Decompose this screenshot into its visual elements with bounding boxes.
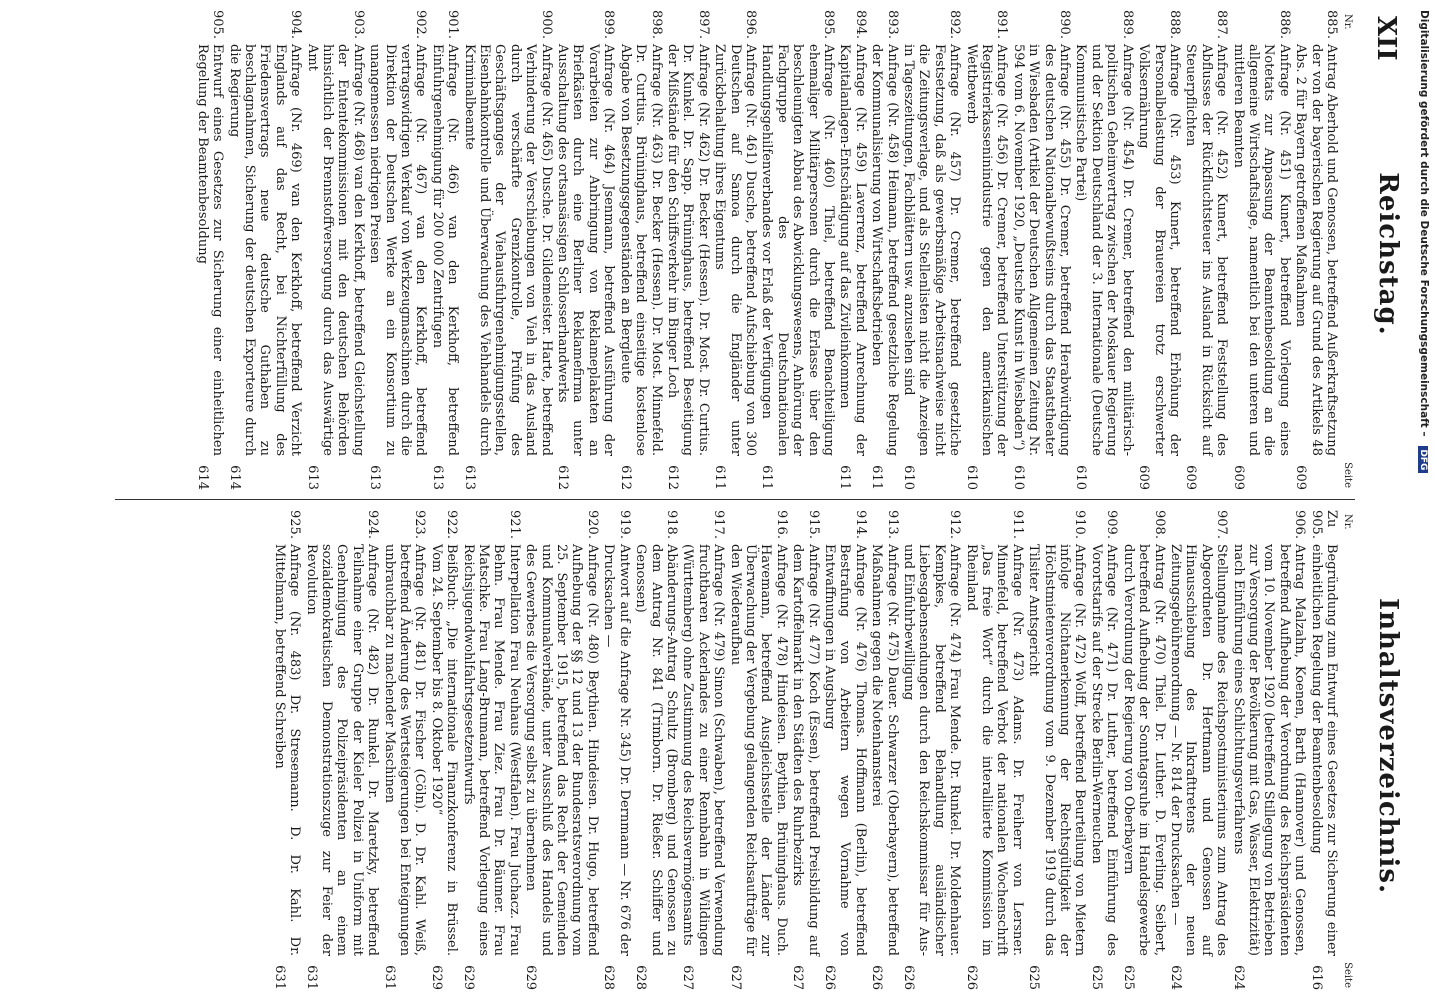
entry-number: 912. — [947, 510, 963, 539]
entry-title: Anfrage (Nr. 455) Dr. Cremer, betreffend Herabwürdigung des deutschen Nationalbewußtseins durch das Staatstheater in Wiesbaden (Artikel der Deutschen Allgemeinen Zeitung Nr. 594 vom 6. November 1920, „Deutsche Kunst in Wiesbaden“) — [1010, 44, 1073, 456]
entry-title: Anfrage (Nr. 460) Thiel, betreffend Benachteiligung ehemaliger Militärpersonen durch die Erlasse über den beschleunigten Abbau des Abwicklungswesens, Anhörung der Fachgruppe des Deutschnationalen Handlungsgehilfenverbandes vor Erlaß der Verfügungen — [759, 44, 836, 456]
entry-page: 610 — [1073, 465, 1089, 490]
seite-label: Seite — [1342, 962, 1353, 988]
entry-page: 613 — [304, 465, 320, 490]
entry-title: Anfrage (Nr. 456) Dr. Cremer, betreffend Unterstützung der Registrierkasseninindustrie gegen den amerikanischen Wettbewerb — [963, 44, 1010, 456]
entry-title: Anfrage (Nr. 477) Koch (Essen), betreffend Preisbildung auf dem Kartoffelmarkt in den Städten des Ruhrbezirks — [790, 544, 821, 956]
entry-page: 625 — [1088, 965, 1104, 990]
entry-title: Anfrage (Nr. 466) van den Kerkhoff, betreffend Einfuhrgenehmigung für 200 000 Zentrifugen — [429, 44, 461, 456]
entry-page: 628 — [633, 965, 649, 990]
entry-page: 614 — [194, 465, 210, 490]
index-entry — [790, 510, 821, 990]
entry-number: 911. — [1009, 510, 1025, 539]
index-entry — [1089, 510, 1120, 990]
entry-number: 919. — [616, 510, 632, 539]
left-column-header — [1339, 10, 1355, 490]
entry-title: Anfrage (Nr. 480) Beythien. Hindeisen. Dr. Hugo, betreffend Aufhebung der §§ 12 und 13 der Bundesratsverordnung vom 25. September 1915, betreffend das Recht der Gemeinden und Kommunalverbände, unter Ausschluß des Handels und des Gewerbes die Versorgung selbst zu übernehmen — [523, 544, 600, 956]
entry-page: 612 — [664, 465, 680, 490]
entry-number: 908. — [1151, 510, 1167, 539]
entry-number: 922. — [444, 510, 460, 539]
entry-title: Anfrage (Nr. 473) Adams. Dr. Freiherr von Lersner. Minnefeld, betreffend Verbot der nationalen Wochenschrift „Das freie Wort“ durch die interalliierte Kommission im Rheinland — [963, 544, 1025, 956]
entry-page: 627 — [680, 965, 696, 990]
entry-number: 896. — [742, 10, 758, 39]
entry-title: Anfrage (Nr. 464) Jsenmann, betreffend Ausführung der Vorarbeiten zur Anbringung von Reklameplakaten an Briefkästen durch eine Berliner Reklamefirma unter Ausschaltung des ortsansässigen Schlosserhandwerks — [555, 44, 617, 456]
entry-number: 901. — [445, 10, 461, 39]
entry-page: 612 — [555, 465, 571, 490]
entry-number: Zu 905. — [1308, 510, 1339, 539]
entry-title: Anfrage (Nr. 463) Dr. Becker (Hessen). Dr. Most. Minnefeld. Dr. Curtius. Brüninghaus, betreffend einseitige kostenlose Abgabe von Besetzungsgegenständen an Bergleute — [617, 44, 664, 456]
index-entry — [367, 10, 429, 490]
entry-number: 913. — [884, 510, 900, 539]
entry-number: 887. — [1214, 10, 1230, 39]
index-entry — [680, 510, 726, 990]
entry-page: 626 — [901, 965, 917, 990]
dfg-logo: DFG — [1418, 446, 1428, 473]
entry-number: 904. — [288, 10, 304, 39]
entry-page: 626 — [869, 965, 885, 990]
entry-title: Anfrage (Nr. 462) Dr. Becker (Hessen). Dr. Most. Dr. Curtius. Dr. Kunkel. Dr. Sapp. Brüninghaus, betreffend Beseitigung der Mißstände für den Schiffsverkehr im Binger Loch — [664, 44, 711, 456]
entry-title: Anfrage (Nr. 479) Simon (Schwaben), betreffend Verwendung fruchtbaren Ackerlandes zu einer Rennbahn in Wildingen (Württemberg) ohne Zustimmung des Reichsvermögensamts — [680, 544, 727, 956]
entry-page: 624 — [1230, 965, 1246, 990]
entry-page: 612 — [617, 465, 633, 490]
entry-page: 613 — [429, 465, 445, 490]
entry-title: Anfrage (Nr. 461) Dusche, betreffend Aufschiebung von 300 Deutschen auf Samoa durch die Engländer unter Zurückbehaltung ihres Eigentums — [712, 44, 758, 456]
entry-page: 624 — [1167, 965, 1183, 990]
index-entry — [822, 510, 868, 990]
index-entry — [1120, 510, 1166, 990]
entry-title: Beißbuch: „Die internationale Finanzkonferenz in Brüssel. Vom 24. September bis 8. Oktober 1920“ — [428, 544, 460, 956]
right-column — [115, 510, 1355, 990]
entry-number: 889. — [1119, 10, 1135, 39]
entry-title: Abänderungs-Antrag Schultz (Bromberg) und Genossen zu dem Antrag Nr. 841 (Trimborn. Dr. Rießer. Schiffer und Genossen) — [633, 544, 679, 956]
entry-title: Anfrage (Nr. 457) Dr. Cremer, betreffend gesetzliche Festsetzung, daß als gewerbsmäßige Arbeitsnachweise nicht die Zeitungsverlage, und als Stellenlisten nicht die Anzeigen in Tageszeitungen, Fachblättern usw. anzusehen sind — [901, 44, 963, 456]
entry-page: 631 — [271, 965, 287, 990]
entry-number: 918. — [663, 510, 679, 539]
entry-number: 898. — [648, 10, 664, 39]
entry-title: Anfrage (Nr. 476) Thomas. Hoffmann (Berlin), betreffend Bestrafung von Arbeitern wegen Vornahme von Entwaffnungen in Augsburg — [822, 544, 868, 956]
index-entry — [617, 10, 663, 490]
entry-title: Interpellation Frau Neuhaus (Westfalen). Frau Juchacz. Frau Behm. Frau Mende. Frau Ziez. Frau Dr. Bäumer. Frau Matschke. Frau Lang-Brumann, betreffend Vorlegung eines Reichsjugendwohlfahrtsgesetzentwurfs — [460, 544, 522, 956]
entry-number: 897. — [695, 10, 711, 39]
entry-page: 628 — [601, 965, 617, 990]
entry-number: 895. — [821, 10, 836, 39]
entry-number: 894. — [852, 10, 868, 39]
index-entry — [727, 510, 789, 990]
entry-number: 902. — [413, 10, 429, 39]
index-entry — [194, 10, 225, 490]
entry-page: 625 — [1026, 965, 1042, 990]
index-entry — [1183, 10, 1229, 490]
index-entry — [303, 510, 380, 990]
index-entry — [963, 10, 1009, 490]
entry-number: 916. — [773, 510, 789, 539]
entry-number: 914. — [852, 510, 868, 539]
right-running-title: Inhaltsverzeichnis. — [1373, 597, 1403, 895]
entry-title: Anfrage (Nr. 453) Kunert, betreffend Erhöhung der Personalbelastung der Brauereien trotz erschwerter Volksernährung — [1136, 44, 1182, 456]
entry-page: 610 — [963, 465, 979, 490]
entry-page: 627 — [727, 965, 743, 990]
entry-title: Anfrage (Nr. 471) Dr. Luther, betreffend Einführung des Vorortstarifs auf der Strecke Berlin-Werneuchen — [1088, 544, 1120, 956]
entry-title: Antrag Aberhold und Genossen, betreffend Außerkraftsetzung der von der bayerischen Regierung auf Grund des Artikels 48 Abs. 2 für Bayern getroffenen Maßnahmen — [1293, 44, 1339, 456]
entry-title: Antwort auf die Anfrage Nr. 345) Dr. Dernmann — Nr. 676 der Drucksachen — — [601, 544, 632, 956]
entry-title: Anfrage (Nr. 474) Frau Mende. Dr. Runkel. Dr. Moldenhauer. Kempkes, betreffend Behandlung ausländischer Liebesgabensendungen durch den Reichskommissar für Aus- und Einfuhrbewilligung — [901, 544, 963, 956]
entry-title: Anfrage (Nr. 481) Dr. Fischer (Cöln). D. Dr. Kahl. Weiß, betreffend Änderung des Wertsteigerungen bei Enteignungen unbrauchbar zu machender Maschinen — [381, 544, 428, 956]
right-column-header — [1339, 510, 1355, 990]
index-entry — [304, 10, 366, 490]
index-entry — [963, 510, 1025, 990]
index-entry — [429, 10, 460, 490]
entry-page: 614 — [226, 465, 242, 490]
credit-text: Digitalisierung gefördert durch die Deutsche Forschungsgemeinschaft – — [1418, 10, 1430, 437]
entry-number: 899. — [601, 10, 617, 39]
entry-page: 629 — [460, 965, 476, 990]
entry-title: Stellungnahme des Reichspostministeriums zum Antrag des Abgeordneten Dr. Hertmann und Genossen auf Hinausschiebung des Inkrafttretens der neuen Zeitungsgebührenordnung — Nr. 814 der Drucksachen — — [1167, 544, 1230, 956]
entry-title: Anfrage (Nr. 469) van den Kerkhoff, betreffend Verzicht Englands auf das Recht, bei Nichterfüllung des Friedensvertrags neue deutsche Guthaben zu beschlagnahmen, Sicherung der deutschen Exporteure durch die Regierung — [226, 44, 304, 456]
entry-page: 609 — [1136, 465, 1152, 490]
entry-page: 631 — [303, 965, 319, 990]
nr-label: Nr. — [1342, 514, 1353, 530]
entry-number: 921. — [506, 510, 522, 539]
entry-title: Begründung zum Entwurf eines Gesetzes zur Sicherung einer einheitlichen Regelung der Beamtenbesoldung — [1308, 544, 1339, 956]
entry-title: Entwurf eines Gesetzes zur Sicherung einer einheitlichen Regelung der Beamtenbesoldung — [194, 44, 226, 456]
entry-number: 890. — [1057, 10, 1073, 39]
entry-title: Antrag Malzahn, Koenen, Barth (Hannover) und Genossen, betreffend Aufhebung der Verordnung des Reichspräsidenten vom 10. November 1920 (betreffend Stillegung von Betrieben zur Versorgung der Bevölkerung mit Gas, Wasser, Elektrizität) nach Einführung eines Schlichtungsverfahrens — [1230, 544, 1308, 956]
index-entry — [1230, 10, 1292, 490]
index-entry — [901, 510, 963, 990]
document-page — [110, 10, 1405, 990]
entry-title: Anfrage (Nr. 451) Kunert, betreffend Vorlegung eines Notetats zur Anpassung der Beamtenbesoldung an die allgemeine Wirtschaftslage, namentlich bei den unteren und mittleren Beamten — [1230, 44, 1292, 456]
entry-number: 886. — [1276, 10, 1292, 39]
entry-number: 888. — [1166, 10, 1182, 39]
entry-page: 613 — [461, 465, 477, 490]
entry-page: 616 — [1308, 965, 1324, 990]
index-entry — [759, 10, 836, 490]
right-entry-list — [271, 510, 1339, 990]
entry-number: 885. — [1324, 10, 1339, 39]
index-entry — [428, 510, 459, 990]
index-entry — [1230, 510, 1307, 990]
entry-page: 609 — [1230, 465, 1246, 490]
index-entry — [901, 10, 963, 490]
index-entry — [381, 510, 427, 990]
page-header — [1353, 10, 1405, 990]
index-entry — [712, 10, 758, 490]
entry-page: 611 — [837, 465, 853, 490]
entry-title: Antrag (Nr. 470) Thiel. Dr. Luther. D. Everling. Seibert, betreffend Aufhebung der Sonntagsruhe im Handelsgewerbe durch Verordnung der Regierung von Oberbayern — [1120, 544, 1167, 956]
entry-page: 629 — [428, 965, 444, 990]
entry-page: 626 — [963, 965, 979, 990]
entry-page: 613 — [367, 465, 383, 490]
left-running-title: Reichstag. — [1373, 172, 1403, 336]
index-entry — [1136, 10, 1182, 490]
entry-number: 893. — [884, 10, 900, 39]
entry-title: Anfrage (Nr. 468) van den Kerkhoff, betreffend Gleichstellung der Ententekommissionen mit den deutschen Behörden hinsichtlich der Brennstoffversorgung durch das Auswärtige Amt — [304, 44, 366, 456]
entry-title: Anfrage (Nr. 478) Hindeisen. Beythien. Brüninghaus. Duch. Havemann, betreffend Ausgleichsstelle der Länder zur Überwachung der Vergebung gelangenden Reichsaufträge für den Wiederaufbau — [727, 544, 789, 956]
entry-page: 626 — [822, 965, 837, 990]
entry-number: 891. — [994, 10, 1010, 39]
seite-label: Seite — [1342, 462, 1353, 488]
entry-page: 610 — [1010, 465, 1026, 490]
entry-number: 917. — [711, 510, 727, 539]
entry-page: 625 — [1120, 965, 1136, 990]
entry-number: 915. — [805, 510, 821, 539]
entry-number: 909. — [1104, 510, 1120, 539]
index-entry — [837, 10, 868, 490]
index-entry — [226, 10, 303, 490]
entry-number: 910. — [1072, 510, 1088, 539]
entry-number: 923. — [412, 510, 428, 539]
entry-title: Anfrage (Nr. 458) Heimann, betreffend gesetzliche Regelung der Kommunalisierung von Wirtschaftsbetrieben — [869, 44, 900, 456]
index-entry — [1026, 510, 1088, 990]
entry-page: 609 — [1293, 465, 1309, 490]
index-entry — [1308, 510, 1339, 990]
entry-title: Anfrage (Nr. 459) Laverrenz, betreffend Anrechnung der Kapitalanlagen-Entschädigung auf das Zivileinkommen — [837, 44, 868, 456]
index-entry — [1073, 10, 1135, 490]
entry-number: 907. — [1214, 510, 1230, 539]
index-entry — [869, 510, 900, 990]
entry-title: Anfrage (Nr. 454) Dr. Cremer, betreffend den militärisch-politischen Geheimvertrag zwischen der Moskauer Regierung und der Sektion Deutschland der 3. Internationale (Deutsche Kommunistische Partei) — [1073, 44, 1135, 456]
column-divider — [115, 499, 1355, 500]
entry-page: 609 — [1183, 465, 1199, 490]
entry-title: Anfrage (Nr. 452) Kunert, betreffend Feststellung des Abflusses der Rückfluchtsteuer ins Ausland in Rücksicht auf Steuerpflichten — [1183, 44, 1230, 456]
index-entry — [271, 510, 302, 990]
index-entry — [555, 10, 617, 490]
entry-title: Anfrage (Nr. 465) Dusche. Dr. Gildemeister. Harte, betreffend Verhinderung der Verschiebungen von Vieh in das Ausland durch verschärfte Grenzkontrolle, Prüfung des Geschäftsganges der Viehausfuhrgenehmigungsstellen, Eisenbahnkontrolle und Überwachung des Viehhandels durch Kriminalbeamte — [461, 44, 554, 456]
entry-number: 905. — [210, 10, 226, 39]
left-entry-list — [194, 10, 1339, 490]
index-entry — [869, 10, 900, 490]
entry-number: 906. — [1292, 510, 1308, 539]
left-column — [115, 10, 1355, 490]
entry-number: 924. — [365, 510, 381, 539]
entry-number: 903. — [350, 10, 366, 39]
entry-number: 900. — [538, 10, 554, 39]
entry-page: 629 — [523, 965, 539, 990]
index-entry — [601, 510, 632, 990]
entry-number: 925. — [287, 510, 303, 539]
index-entry — [1168, 510, 1230, 990]
entry-page: 611 — [869, 465, 885, 490]
entry-page: 631 — [381, 965, 397, 990]
index-entry — [665, 10, 711, 490]
entry-title: Anfrage (Nr. 483) Dr. Stresemann. D. Dr. Kahl. Dr. Mittelmann, betreffend Schreiben — [271, 544, 303, 956]
page-number: XII — [1371, 16, 1401, 61]
entry-title: Anfrage (Nr. 472) Wolff, betreffend Beurteilung von Mietern infolge Nichtanerkennung der Rechtsgültigkeit der Höchstmietenverordnung vom 9. Dezember 1919 durch das Tilsiter Amtsgericht — [1026, 544, 1088, 956]
entry-number: 920. — [584, 510, 600, 539]
entry-title: Anfrage (Nr. 467) van den Kerkhoff, betreffend vertragswidrigen Verkauf von Werkzeugmaschinen durch die Direktion der Deutschen Werke an ein Konsortium zu unangemessen niedrigen Preisen — [367, 44, 429, 456]
entry-page: 610 — [901, 465, 917, 490]
index-entry — [461, 10, 553, 490]
index-entry — [1010, 10, 1072, 490]
index-entry — [1293, 10, 1339, 490]
digitization-credit — [1416, 10, 1432, 990]
entry-page: 611 — [712, 465, 728, 490]
entry-title: Anfrage (Nr. 482) Dr. Runkel. Dr. Maretzky, betreffend Teilnahme einer Gruppe der Kieler Polizei in Uniform mit Genehmigung des Polizeipräsidenten an einem sozialdemokratischen Demonstrationszuge zur Feier der Revolution — [303, 544, 381, 956]
index-entry — [460, 510, 522, 990]
index-entry — [523, 510, 600, 990]
entry-number: 892. — [947, 10, 963, 39]
index-entry — [633, 510, 679, 990]
entry-title: Anfrage (Nr. 475) Dauer. Schwarzer (Oberbayern), betreffend Maßnahmen gegen die Notenhamsterei — [869, 544, 900, 956]
entry-page: 611 — [759, 465, 775, 490]
nr-label: Nr. — [1342, 14, 1353, 30]
entry-page: 627 — [790, 965, 806, 990]
